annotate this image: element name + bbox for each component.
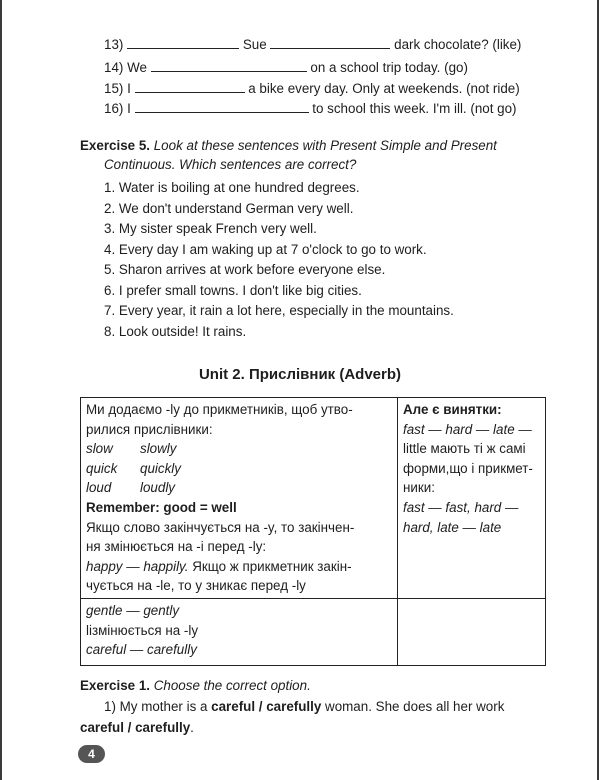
item-text: a bike every day. Only at weekends. (not ride) — [248, 81, 520, 96]
rule-text: Якщо слово закінчується на -y, то закінчен- — [86, 519, 355, 535]
list-item: 1. Water is boiling at one hundred degrees. — [104, 180, 360, 195]
rule-text: чується на -le, то y зникає перед -ly — [86, 578, 306, 594]
example-pair — [86, 459, 392, 479]
example-cell — [81, 598, 398, 665]
exception-text: форми,що і прикмет- — [403, 460, 533, 476]
page-border-left — [0, 0, 2, 780]
exercise4-item-16 — [104, 100, 517, 116]
example-pair — [86, 478, 392, 498]
exceptions-title: Але є винятки: — [403, 402, 502, 417]
exercise-instruction: Continuous. Which sentences are correct? — [104, 157, 357, 172]
exercise5-heading — [80, 136, 550, 174]
answer-blank[interactable] — [151, 59, 307, 72]
list-item: 8. Look outside! It rains. — [104, 324, 247, 339]
rules-cell — [81, 398, 398, 599]
item-text: woman. She does all her work — [321, 699, 505, 714]
exercise-label: Exercise 1. — [80, 678, 150, 693]
table-row — [81, 398, 546, 599]
rule-text: ня змінюється на -i перед -ly: — [86, 539, 267, 555]
exercise-label: Exercise 5. — [80, 138, 150, 153]
item-number: 13) — [104, 37, 124, 52]
exception-text: fast — fast, hard — — [403, 499, 519, 515]
adjective: loud — [86, 480, 112, 496]
rule-text — [86, 557, 392, 577]
rule-text: рилися прислівники: — [86, 421, 213, 437]
item-number: 14) We — [104, 60, 147, 75]
exercise-instruction: Look at these sentences with Present Simple and Present — [153, 138, 497, 153]
answer-blank[interactable] — [127, 36, 239, 49]
example: happy — happily. — [86, 558, 189, 574]
exercise1-item-1 — [104, 699, 504, 714]
list-item: 3. My sister speak French very well. — [104, 221, 317, 236]
item-number: 15) I — [104, 81, 131, 96]
rule-text: lізмінюється на -ly — [86, 622, 199, 638]
answer-blank[interactable] — [135, 80, 245, 93]
item-text: dark chocolate? (like) — [394, 37, 522, 52]
exceptions-cell — [398, 398, 546, 599]
item-number: 16) I — [104, 101, 131, 116]
exception-text: hard, late — late — [403, 519, 502, 535]
list-item: 6. I prefer small towns. I don't like big cities. — [104, 283, 362, 298]
item-text: on a school trip today. (go) — [310, 60, 468, 75]
example: gentle — gently — [86, 602, 180, 618]
list-item: 7. Every year, it rain a lot here, especially in the mountains. — [104, 303, 454, 318]
exception-text: ники: — [403, 480, 435, 496]
adverb: loudly — [140, 480, 175, 496]
list-item: 5. Sharon arrives at work before everyone else. — [104, 262, 386, 277]
item-text: 1) My mother is a — [104, 699, 212, 714]
adverb: quickly — [140, 460, 181, 476]
exercise1-item-1-cont — [80, 720, 194, 735]
exception-text: fast — hard — late — — [403, 421, 532, 437]
remember-note: Remember: good = well — [86, 499, 237, 515]
item-text: Sue — [242, 37, 267, 52]
empty-cell — [398, 598, 546, 665]
exercise1-heading — [80, 676, 550, 695]
example-pair — [86, 439, 392, 459]
answer-blank[interactable] — [135, 100, 309, 113]
page-number-badge: 4 — [78, 745, 105, 763]
item-text: . — [190, 720, 194, 735]
exercise-instruction: Choose the correct option. — [153, 678, 311, 693]
adverb: slowly — [140, 441, 177, 457]
exercise4-item-15 — [104, 80, 520, 96]
item-text: to school this week. I'm ill. (not go) — [312, 101, 517, 116]
rule-text: Ми додаємо -ly до прикметників, щоб утво- — [86, 402, 353, 417]
list-item: 4. Every day I am waking up at 7 o'clock to go to work. — [104, 242, 427, 257]
rule-text: Якщо ж прикметник закін- — [188, 558, 352, 574]
exception-text: little мають ті ж самі — [403, 441, 526, 457]
grammar-table — [80, 397, 546, 666]
answer-option[interactable]: careful / carefully — [211, 699, 322, 714]
adjective: slow — [86, 441, 113, 457]
example: careful — carefully — [86, 642, 197, 658]
adjective: quick — [86, 460, 118, 476]
list-item: 2. We don't understand German very well. — [104, 201, 354, 216]
answer-option[interactable]: careful / carefully — [80, 720, 191, 735]
unit-title: Unit 2. Прислівник (Adverb) — [198, 366, 402, 383]
table-row — [81, 598, 546, 665]
page-border-right — [597, 0, 599, 780]
exercise4-item-14 — [104, 59, 468, 75]
exercise4-item-13 — [104, 36, 521, 52]
answer-blank[interactable] — [270, 36, 390, 49]
